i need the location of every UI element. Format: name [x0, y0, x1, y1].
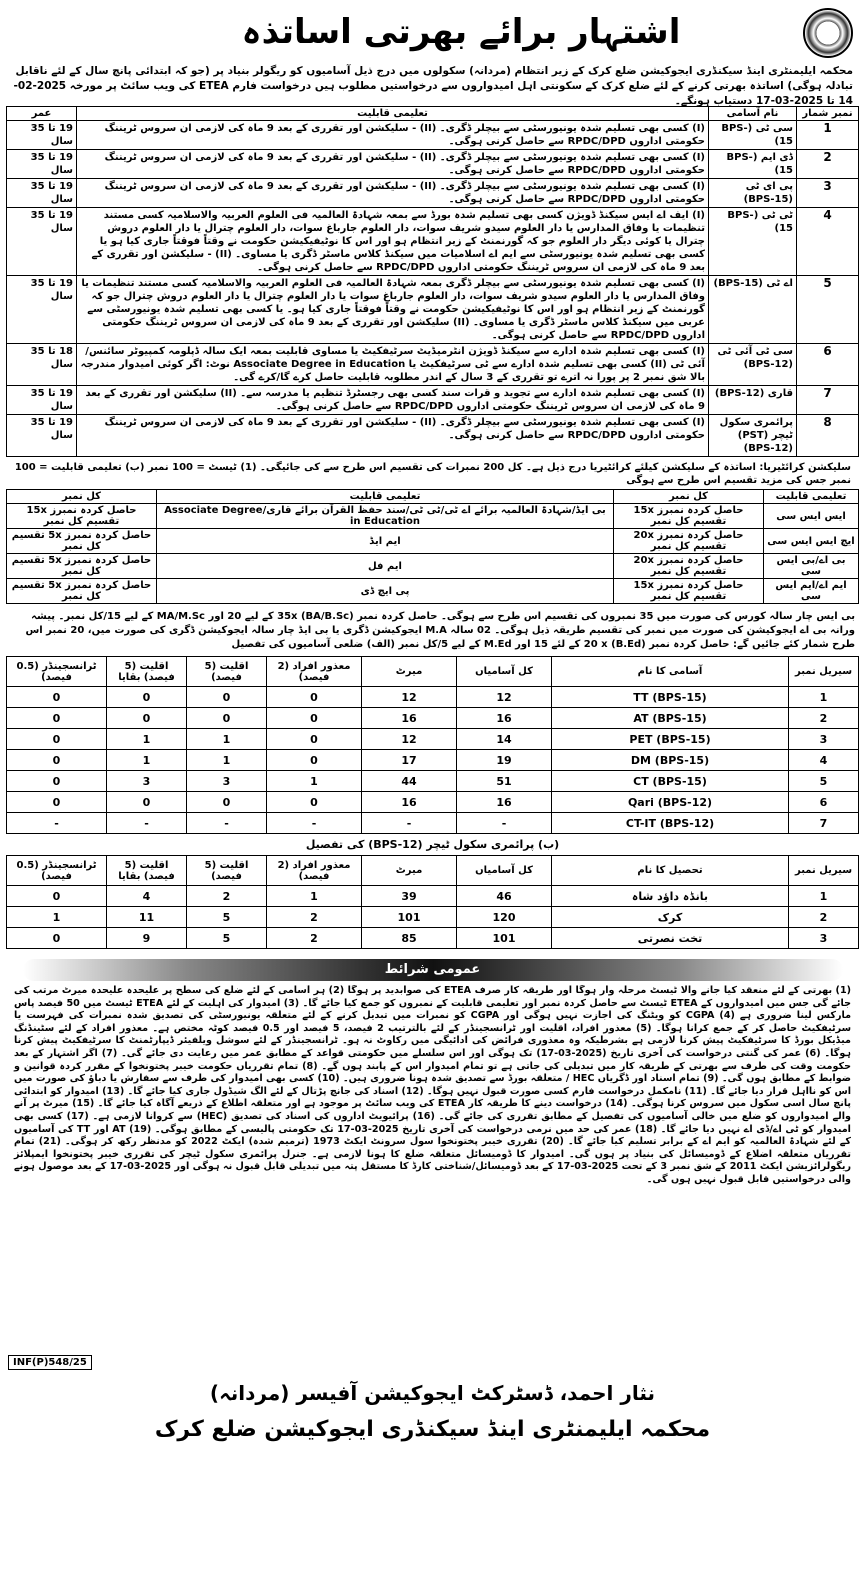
- vacancy-cell: 1: [107, 750, 187, 771]
- vacancy-cell: 5: [187, 928, 267, 949]
- vacancy-cell: بانڈہ داؤد شاہ: [552, 886, 789, 907]
- pst-table-header: [7, 856, 859, 886]
- vacancy-cell: 0: [187, 792, 267, 813]
- vacancy-cell: 1: [789, 886, 859, 907]
- criteria-marks-1: حاصل کردہ نمبرز 15x تقسیم کل نمبر: [614, 504, 764, 529]
- post-qualification: (I) کسی بھی تسلیم شدہ یونیورسٹی سے بیچلر ڈگری بمعہ شہادۃ العالمیہ فی العلوم العربیہ والاسلامیہ کسی مستند تنظیمات یا وفاق المدارس یا دار العلوم سیدو شریف سوات، دار العلوم جارباغ سوات یا دار العلوم چترال یا دار العلوم دروش چترال جو کہ گورنمنٹ کے زیر انتظام ہو اور اس کا نوٹیفیکیشن حکومت نے وقتاً فوقتاً جاری کیا ہو۔ یا کسی بھی تسلیم شدہ یونیورسٹی سے عربی میں سیکنڈ کلاس ماسٹر ڈگری یا مساوی۔ (II) سلیکشن اور تقرری کے بعد 9 ماہ کی لازمی ان سروس ٹریننگ حکومتی اداروں RPDC/DPD سے حاصل کرنی ہوگی۔: [77, 276, 709, 344]
- table-row: [7, 529, 859, 554]
- posts-table-header: [7, 107, 859, 121]
- footer: [6, 1347, 859, 1467]
- district-vacancy-table: [6, 656, 859, 834]
- vacancy-header-cell: آسامی کا نام: [552, 657, 789, 687]
- table-row: [7, 750, 859, 771]
- vacancy-cell: 0: [107, 687, 187, 708]
- table-row: [7, 907, 859, 928]
- post-qualification: (I) کسی بھی تسلیم شدہ یونیورسٹی سے بیچلر ڈگری۔ (II) - سلیکشن اور تقرری کے بعد 9 ماہ کی لازمی ان سروس ٹریننگ حکومتی اداروں RPDC/DPD سے حاصل کرنی ہوگی۔: [77, 150, 709, 179]
- vacancy-cell: 12: [362, 687, 457, 708]
- criteria-marks-1: حاصل کردہ نمبرز 20x تقسیم کل نمبر: [614, 529, 764, 554]
- vacancy-cell: 16: [362, 708, 457, 729]
- vacancy-cell: 0: [107, 792, 187, 813]
- criteria-marks-1: حاصل کردہ نمبرز 15x تقسیم کل نمبر: [614, 579, 764, 604]
- vacancy-cell: 1: [267, 886, 362, 907]
- table-row: [7, 386, 859, 415]
- post-age: 19 تا 35 سال: [7, 121, 77, 150]
- vacancy-header-cell: میرٹ: [362, 657, 457, 687]
- table-row: [7, 708, 859, 729]
- vacancy-cell: -: [7, 813, 107, 834]
- vacancy-cell: 1: [789, 687, 859, 708]
- criteria-table-header: [7, 490, 859, 504]
- vacancy-cell: 14: [457, 729, 552, 750]
- vacancy-cell: 19: [457, 750, 552, 771]
- vacancy-cell: 0: [107, 708, 187, 729]
- post-age: 19 تا 35 سال: [7, 179, 77, 208]
- table-row: [7, 504, 859, 529]
- intro-paragraph: محکمہ ایلیمنٹری اینڈ سیکنڈری ایجوکیشن ضلع کرک کے زیر انتظام (مردانہ) سکولوں میں درج ذیل آسامیوں کو ریگولر بنیاد پر (جو کہ ابتدائی پانچ سال کے لئے ناقابل تبادلہ ہوگی) اساتذہ بھرتی کرنے کے لئے ضلع کرک کے سکونتی اہل امیدواروں سے درخواستیں مطلوب ہیں درخواست فارم ETEA کی ویب سائٹ پر مورخہ 2025-02-14 تا 2025-03-17 دستیاب ہونگے۔: [13, 65, 853, 107]
- criteria-marks-2: حاصل کردہ نمبرز 5x تقسیم کل نمبر: [7, 579, 157, 604]
- vacancy-cell: 39: [362, 886, 457, 907]
- post-name: پرائمری سکول ٹیچر (PST) (BPS-12): [709, 415, 797, 457]
- vacancy-cell: 120: [457, 907, 552, 928]
- department-logo: [803, 8, 853, 58]
- post-name: ڈی ایم (BPS-15): [709, 150, 797, 179]
- criteria-marks-2: حاصل کردہ نمبرز 5x تقسیم کل نمبر: [7, 554, 157, 579]
- vacancy-cell: 16: [457, 708, 552, 729]
- post-age: 19 تا 35 سال: [7, 386, 77, 415]
- marks-distribution-note: بی ایس چار سالہ کورس کی صورت میں 35 نمبروں کی تقسیم اس طرح سے ہوگی۔ حاصل کردہ نمبر 35x (BA/B.Sc) کے لیے 20 اور MA/M.Sc کے لیے 15/کل نمبر۔ پیشہ ورانہ بی اے ایجوکیشن کی صورت میں نمبر کی تقسیم طریقہ ذیل ہوگی۔ 02 سالہ M.A ایجوکیشن ڈگری یا بی ایڈ چار سالہ ایجوکیشن ڈگری کی صورت میں، 20 نمبر اس طرح شمار کئے جائیں گے: حاصل کردہ نمبر (B.Ed) 20 x کے لئے 15 اور M.Ed کے لیے 5/کل نمبر (الف) ضلعی آسامیوں کی تفصیل: [25, 611, 855, 650]
- vacancy-header-cell: اقلیت (5 فیصد): [187, 657, 267, 687]
- table-row: [7, 415, 859, 457]
- vacancy-cell: کرک: [552, 907, 789, 928]
- vacancy-cell: 0: [7, 928, 107, 949]
- vacancy-cell: TT (BPS-15): [552, 687, 789, 708]
- vacancy-header-cell: اقلیت (5 فیصد) بقایا: [107, 657, 187, 687]
- vacancy-cell: 101: [457, 928, 552, 949]
- post-serial: 2: [797, 150, 859, 179]
- table-row: [7, 729, 859, 750]
- table-row: [7, 344, 859, 386]
- post-qualification: (I) کسی بھی تسلیم شدہ یونیورسٹی سے بیچلر ڈگری۔ (II) - سلیکشن اور تقرری کے بعد 9 ماہ کی لازمی ان سروس ٹریننگ حکومتی اداروں RPDC/DPD سے حاصل کرنی ہوگی۔: [77, 179, 709, 208]
- post-name: سی ٹی (BPS-15): [709, 121, 797, 150]
- vacancy-cell: 0: [7, 729, 107, 750]
- vacancy-cell: 0: [267, 792, 362, 813]
- vacancy-cell: 0: [267, 708, 362, 729]
- post-age: 19 تا 35 سال: [7, 150, 77, 179]
- criteria-qual-1: بی اے/بی ایس سی: [764, 554, 859, 579]
- post-age: 18 تا 35 سال: [7, 344, 77, 386]
- table-row: [7, 579, 859, 604]
- vacancy-cell: 1: [187, 729, 267, 750]
- post-name: قاری (BPS-12): [709, 386, 797, 415]
- vacancy-cell: 16: [362, 792, 457, 813]
- post-serial: 1: [797, 121, 859, 150]
- post-name: سی ٹی آئی ٹی (BPS-12): [709, 344, 797, 386]
- vacancy-cell: CT-IT (BPS-12): [552, 813, 789, 834]
- criteria-qual-2: ایم ایڈ: [157, 529, 614, 554]
- vacancy-cell: 5: [187, 907, 267, 928]
- vacancy-cell: 0: [7, 750, 107, 771]
- header-qualification: تعلیمی قابلیت: [77, 107, 709, 121]
- vacancy-cell: 2: [267, 928, 362, 949]
- vacancy-cell: 2: [789, 708, 859, 729]
- vacancy-cell: تخت نصرتی: [552, 928, 789, 949]
- post-name: اے ٹی (BPS-15): [709, 276, 797, 344]
- vacancy-cell: 9: [107, 928, 187, 949]
- vacancy-cell: -: [187, 813, 267, 834]
- general-conditions-heading: عمومی شرائط: [23, 959, 843, 981]
- vacancy-cell: 0: [267, 729, 362, 750]
- post-qualification: (I) کسی بھی تسلیم شدہ یونیورسٹی سے بیچلر ڈگری۔ (II) - سلیکشن اور تقرری کے بعد 9 ماہ کی لازمی ان سروس ٹریننگ حکومتی اداروں RPDC/DPD سے حاصل کرنی ہوگی۔: [77, 415, 709, 457]
- criteria-header-marks-1: کل نمبر: [614, 490, 764, 504]
- vacancy-cell: 85: [362, 928, 457, 949]
- vacancy-header-cell: کل آسامیاں: [457, 657, 552, 687]
- post-qualification: (I) کسی بھی تسلیم شدہ ادارے سے سیکنڈ ڈویژن انٹرمیڈیٹ سرٹیفکیٹ یا مساوی قابلیت بمعہ ایک سالہ ڈپلومہ کمپیوٹر سائنس/آئی ٹی (II) کسی بھی تسلیم شدہ ادارے سے ٹی سرٹیفکیٹ یا Associate Degree in Education نوٹ: اگر کوئی امیدوار مندرجہ بالا شق نمبر 2 پر پورا نہ اترے تو تقرری کے 3 سال کے اندر مطلوبہ قابلیت حاصل کرے گا/کرے گی۔: [77, 344, 709, 386]
- table-row: [7, 771, 859, 792]
- post-serial: 4: [797, 208, 859, 276]
- vacancy-cell: 1: [267, 771, 362, 792]
- vacancy-cell: AT (BPS-15): [552, 708, 789, 729]
- criteria-header-marks-2: کل نمبر: [7, 490, 157, 504]
- table-row: [7, 687, 859, 708]
- vacancy-cell: 2: [789, 907, 859, 928]
- vacancy-cell: 51: [457, 771, 552, 792]
- vacancy-cell: 4: [107, 886, 187, 907]
- vacancy-cell: Qari (BPS-12): [552, 792, 789, 813]
- department-name: محکمہ ایلیمنٹری اینڈ سیکنڈری ایجوکیشن ضلع کرک: [154, 1417, 711, 1442]
- criteria-header-qual-2: تعلیمی قابلیت: [157, 490, 614, 504]
- vacancy-cell: -: [362, 813, 457, 834]
- vacancy-cell: -: [267, 813, 362, 834]
- criteria-header-qual-1: تعلیمی قابلیت: [764, 490, 859, 504]
- table-row: [7, 150, 859, 179]
- vacancy-cell: 0: [7, 792, 107, 813]
- criteria-qual-2: بی ایڈ/شہادۃ العالمیہ برائے اے ٹی/ٹی ٹی/سند حفظ القرآن برائے قاری/Associate Degree in Education: [157, 504, 614, 529]
- table-row: [7, 792, 859, 813]
- page-title: اشتہار برائے بھرتی اساتذہ: [241, 12, 681, 52]
- vacancy-cell: 16: [457, 792, 552, 813]
- criteria-marks-2: حاصل کردہ نمبرز 15x تقسیم کل نمبر: [7, 504, 157, 529]
- post-name: ٹی ٹی (BPS-15): [709, 208, 797, 276]
- post-serial: 5: [797, 276, 859, 344]
- vacancy-header-cell: معذور افراد (2 فیصد): [267, 856, 362, 886]
- post-serial: 8: [797, 415, 859, 457]
- vacancy-cell: 2: [187, 886, 267, 907]
- post-serial: 6: [797, 344, 859, 386]
- criteria-qual-2: ایم فل: [157, 554, 614, 579]
- vacancy-header-cell: سیریل نمبر: [789, 856, 859, 886]
- post-age: 19 تا 35 سال: [7, 415, 77, 457]
- table-row: [7, 928, 859, 949]
- post-qualification: (I) کسی بھی تسلیم شدہ یونیورسٹی سے بیچلر ڈگری۔ (II) - سلیکشن اور تقرری کے بعد 9 ماہ کی لازمی ان سروس ٹریننگ حکومتی اداروں RPDC/DPD سے حاصل کرنی ہوگی۔: [77, 121, 709, 150]
- post-qualification: (I) کسی بھی تسلیم شدہ ادارے سے تجوید و قرات سند کسی بھی رجسٹرڈ تنظیم یا مدرسہ سے۔ (II) سلیکشن اور تقرری کے بعد 9 ماہ کی لازمی ان سروس ٹریننگ حکومتی اداروں RPDC/DPD سے حاصل کرنی ہوگی۔: [77, 386, 709, 415]
- vacancy-cell: 11: [107, 907, 187, 928]
- vacancy-cell: 44: [362, 771, 457, 792]
- vacancy-cell: 3: [187, 771, 267, 792]
- pst-subheading: (ب) پرائمری سکول ٹیچر (BPS-12) کی تفصیل: [305, 838, 560, 851]
- table-row: [7, 813, 859, 834]
- vacancy-cell: 12: [457, 687, 552, 708]
- table-row: [7, 886, 859, 907]
- vacancy-header-cell: معذور افراد (2 فیصد): [267, 657, 362, 687]
- criteria-intro: سلیکشن کرائٹیریا: اساتذہ کے سلیکشن کیلئے کرائٹیریا درج ذیل ہے۔ کل 200 نمبرات کی تقسیم اس طرح سے کی جائیگی۔ (1) ٹیسٹ = 100 نمبر (ب) تعلیمی قابلیت = 100 نمبر جس کی مزید تقسیم اس طرح سے ہوگی: [14, 462, 851, 486]
- vacancy-cell: 101: [362, 907, 457, 928]
- vacancy-cell: 46: [457, 886, 552, 907]
- vacancy-header-cell: اقلیت (5 فیصد) بقایا: [107, 856, 187, 886]
- vacancy-cell: 0: [7, 708, 107, 729]
- criteria-qual-1: ایم اے/ایم ایس سی: [764, 579, 859, 604]
- vacancy-cell: 0: [7, 771, 107, 792]
- vacancy-cell: 4: [789, 750, 859, 771]
- criteria-table: [6, 489, 859, 604]
- vacancy-cell: 3: [789, 928, 859, 949]
- table-row: [7, 121, 859, 150]
- vacancy-header-cell: تحصیل کا نام: [552, 856, 789, 886]
- vacancy-cell: 12: [362, 729, 457, 750]
- vacancy-cell: CT (BPS-15): [552, 771, 789, 792]
- vacancy-header-cell: ٹرانسجینڈر (0.5 فیصد): [7, 856, 107, 886]
- general-conditions-text: (1) بھرتی کے لئے منعقد کیا جانے والا ٹیسٹ مرحلہ وار ہوگا اور طریقہ کار صرف ETEA کی صوابدید پر ہوگا (2) ہر آسامی کے لئے ضلع کی سطح پر علیحدہ علیحدہ میرٹ مرتب کی جائے گی جس میں امیدواروں کے ETEA ٹیسٹ سے حاصل کردہ نمبر اور تعلیمی قابلیت کے نمبروں کو جمع کیا جائے گا۔ (3) امیدوار کی اہلیت کے لئے ETEA ٹیسٹ میں 50 فیصد پاس مارکس لینا ضروری ہے (4) CGPA کو ویٹنگ کی اجازت نہیں ہوگی اور CGPA کو نمبرات میں تبدیل کرنے کے لئے متعلقہ یونیورسٹی کی تصدیق شدہ نمبرات کی فہرست یا سرٹیفکیٹ حاصل کر کے جمع کرانا ہوگا۔ (5) معذور افراد، اقلیت اور ٹرانسجینڈر کے لئے بالترتیب 2 فیصد، 5 فیصد اور 0.5 فیصد کوٹہ مختص ہے۔ معذور افراد کے لئے سٹینڈنگ میڈیکل بورڈ کا سرٹیفکیٹ پیش کرنا لازمی ہے بشرطیکہ وہ معذوری فرائض کی ادائیگی میں رکاوٹ نہ ہو۔ ٹرانسجینڈر کے لئے سوشل ویلفیئر ڈیپارٹمنٹ کا سرٹیفکیٹ پیش کرنا ہوگا۔ (6) عمر کی گنتی درخواست کی آخری تاریخ (2025-03-17) تک ہوگی اور اس سلسلے میں حکومتی قواعد کے مطابق عمر میں رعایت دی جائے گی۔ (7) اگر اشتہار کے بعد حکومت وقت کی طرف سے بھرتی کے طریقہ کار میں تبدیلی کی جاتی ہے تو تمام امیدوار اس کے پابند ہوں گے۔ (8) تمام تقرریاں حکومت خیبر پختونخوا کے مقرر کردہ قوانین و ضوابط کے مطابق ہوں گی۔ (9) تمام اسناد اور ڈگریاں HEC / متعلقہ بورڈ سے تصدیق شدہ ہونا ضروری ہیں۔ (10) کسی بھی امیدوار کی طرف سے سفارش یا دباؤ کی صورت میں اس کو نااہل قرار دیا جائے گا۔ (11) نامکمل درخواست فارم کسی صورت قبول نہیں ہوگا۔ (12) اسناد کی جانچ پڑتال کے لئے الگ شیڈول جاری کیا جائے گا۔ (13) امیدوار کو ابتدائی پانچ سال اسی سکول میں سروس کرنا ہوگی۔ (14) درخواست دینے کا طریقہ کار ETEA کی ویب سائٹ پر موجود ہے اور متعلقہ اطلاع کے ذریعے آگاہ کیا جائے گا۔ (15) میرٹ پر آنے والے امیدواروں کو ضلع میں خالی آسامیوں کی تفصیل کے مطابق تقرری کی جائے گی۔ (16) پرائیویٹ اداروں کی اسناد کی تصدیق (HEC) سے کروانا لازمی ہے۔ (17) کسی بھی امیدوار کو ٹی اے/ڈی اے نہیں دیا جائے گا۔ (18) عمر کی حد میں نرمی درخواست کی آخری تاریخ 2025-03-17 تک حکومتی پالیسی کے مطابق ہوگی۔ (19) AT اور TT کی آسامیوں کے لئے شہادۃ العالمیہ کو ایم اے کے برابر تسلیم کیا جائے گا۔ (20) تقرری خیبر پختونخوا سول سرونٹ ایکٹ 1973 (ترمیم شدہ) ایکٹ 2022 کو مدنظر رکھ کر ہوگی۔ (21) تمام تقرریاں متعلقہ اضلاع کے ڈومیسائل کی بنیاد پر ہوں گی۔ امیدوار کا ڈومیسائل متعلقہ ضلع کا ہونا لازمی ہے۔ جنرل پرائمری سکول ٹیچر کی تقرری خیبر پختونخوا ایمپلائز ریگولرائزیشن ایکٹ 2011 کے شق نمبر 3 کے تحت 2025-03-17 کے بعد ڈومیسائل/شناختی کارڈ کا مستقل پتہ میں تبدیلی قابل قبول نہ ہوگی اور 2025-03-17 کے بعد موصول ہونے والی درخواستیں قابل قبول نہیں ہوں گی۔: [14, 985, 852, 1185]
- table-row: [7, 276, 859, 344]
- vacancy-cell: 1: [7, 907, 107, 928]
- vacancy-cell: 3: [789, 729, 859, 750]
- vacancy-cell: 2: [267, 907, 362, 928]
- post-serial: 7: [797, 386, 859, 415]
- header: [6, 4, 859, 64]
- vacancy-cell: 1: [187, 750, 267, 771]
- vacancy-cell: 0: [267, 687, 362, 708]
- criteria-marks-1: حاصل کردہ نمبرز 20x تقسیم کل نمبر: [614, 554, 764, 579]
- signatory: نثار احمد، ڈسٹرکٹ ایجوکیشن آفیسر (مردانہ): [209, 1381, 656, 1405]
- vacancy-cell: 1: [107, 729, 187, 750]
- criteria-marks-2: حاصل کردہ نمبرز 5x تقسیم کل نمبر: [7, 529, 157, 554]
- reference-number: INF(P)548/25: [8, 1355, 92, 1370]
- vacancy-cell: -: [107, 813, 187, 834]
- vacancy-cell: 0: [7, 687, 107, 708]
- vacancy-cell: 0: [267, 750, 362, 771]
- vacancy-header-cell: ٹرانسجینڈر (0.5 فیصد): [7, 657, 107, 687]
- post-age: 19 تا 35 سال: [7, 208, 77, 276]
- vacancy-cell: -: [457, 813, 552, 834]
- pst-vacancy-table: [6, 855, 859, 949]
- vacancy-cell: 7: [789, 813, 859, 834]
- criteria-qual-2: پی ایچ ڈی: [157, 579, 614, 604]
- vacancy-header-cell: کل آسامیاں: [457, 856, 552, 886]
- vacancy-header-cell: سیریل نمبر: [789, 657, 859, 687]
- vacancy-cell: 0: [187, 708, 267, 729]
- vacancy-cell: DM (BPS-15): [552, 750, 789, 771]
- header-serial: نمبر شمار: [797, 107, 859, 121]
- advertisement-page: [6, 4, 859, 1591]
- vacancy-cell: 17: [362, 750, 457, 771]
- vacancy-header-cell: میرٹ: [362, 856, 457, 886]
- vacancy-cell: 5: [789, 771, 859, 792]
- post-qualification: (I) ایف اے ایس سیکنڈ ڈویژن کسی بھی تسلیم شدہ بورڈ سے بمعہ شہادۃ العالمیہ فی العلوم العربیہ والاسلامیہ کسی مستند تنظیمات یا وفاق المدارس یا دار العلوم سیدو شریف سوات، دار العلوم جارباغ سوات، دار العلوم چترال یا دار العلوم دروش چترال یا کوئی دیگر دار العلوم جو کہ گورنمنٹ کے زیر انتظام ہو اور اس کا نوٹیفیکیشن حکومت نے وقتاً فوقتاً جاری کیا ہو یا کسی بھی تسلیم شدہ یونیورسٹی سے ایم اے اسلامیات میں سیکنڈ کلاس ماسٹر ڈگری یا مساوی۔ (II) - سلیکشن اور تقرری کے بعد 9 ماہ کی لازمی ان سروس ٹریننگ حکومتی اداروں RPDC/DPD سے حاصل کرنی ہوگی۔: [77, 208, 709, 276]
- vacancy-table-header: [7, 657, 859, 687]
- vacancy-cell: 6: [789, 792, 859, 813]
- posts-table: [6, 106, 859, 457]
- post-serial: 3: [797, 179, 859, 208]
- table-row: [7, 208, 859, 276]
- post-age: 19 تا 35 سال: [7, 276, 77, 344]
- header-age: عمر: [7, 107, 77, 121]
- table-row: [7, 179, 859, 208]
- vacancy-header-cell: اقلیت (5 فیصد): [187, 856, 267, 886]
- vacancy-cell: PET (BPS-15): [552, 729, 789, 750]
- table-row: [7, 554, 859, 579]
- vacancy-cell: 0: [187, 687, 267, 708]
- vacancy-cell: 3: [107, 771, 187, 792]
- post-name: پی ای ٹی (BPS-15): [709, 179, 797, 208]
- criteria-qual-1: ایس ایس سی: [764, 504, 859, 529]
- criteria-qual-1: ایچ ایس ایس سی: [764, 529, 859, 554]
- vacancy-cell: 0: [7, 886, 107, 907]
- header-post: نام آسامی: [709, 107, 797, 121]
